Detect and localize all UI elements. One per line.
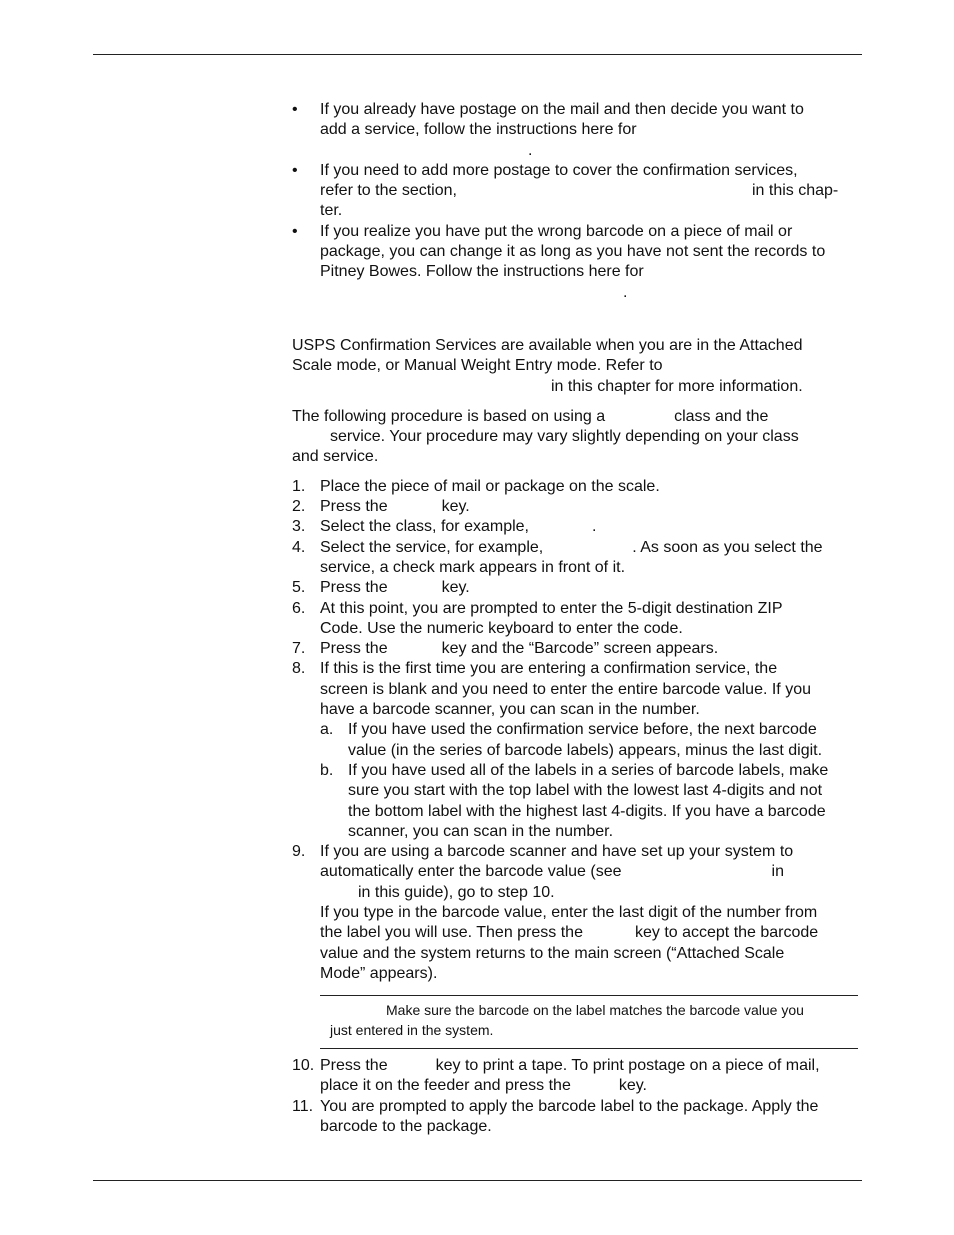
step-number: a. xyxy=(320,721,334,739)
paragraph-text: and service. xyxy=(292,448,379,466)
bullet-text: refer to the section, xyxy=(320,182,457,200)
step-text: the label you will use. Then press the xyxy=(320,924,583,942)
step-text: Press the xyxy=(320,640,388,658)
step-number: 9. xyxy=(292,843,306,861)
step-text: Code. Use the numeric keyboard to enter the code. xyxy=(320,619,683,637)
step-text: automatically enter the barcode value (see xyxy=(320,863,622,881)
bullet-mark: • xyxy=(292,222,298,240)
step-text: Place the piece of mail or package on the scale. xyxy=(320,477,660,495)
step-number: 6. xyxy=(292,599,306,617)
step-3 xyxy=(292,517,858,537)
paragraph-text: service. Your procedure may vary slightly depending on your class xyxy=(330,428,799,446)
bullet-text: in this chap- xyxy=(751,182,839,200)
step-number: 2. xyxy=(292,498,306,516)
step-4 xyxy=(292,538,858,579)
step-number: 10. xyxy=(292,1057,315,1075)
bullet-text: If you already have postage on the mail and then decide you want to xyxy=(320,101,804,118)
step-8a xyxy=(320,720,858,761)
step-text: sure you start with the top label with the lowest last 4-digits and not xyxy=(348,782,823,800)
step-number: 7. xyxy=(292,640,306,658)
step-10 xyxy=(292,1056,858,1097)
footer-rule xyxy=(93,1180,862,1181)
bullet-text: ter. xyxy=(320,202,343,220)
bullet-text: package, you can change it as long as you have not sent the records to xyxy=(320,243,826,261)
step-text: barcode to the package. xyxy=(320,1118,492,1136)
step-text: scanner, you can scan in the number. xyxy=(348,822,614,840)
bullet-text: If you need to add more postage to cover the confirmation services, xyxy=(320,161,798,179)
bullet-mark: • xyxy=(292,101,298,118)
note-text: just entered in the system. xyxy=(330,1022,494,1039)
step-8 xyxy=(292,659,858,842)
bullet-text-line xyxy=(320,181,858,201)
bullet-mark: • xyxy=(292,161,298,179)
paragraph-text: Scale mode, or Manual Weight Entry mode. Refer to xyxy=(292,357,663,375)
intro-paragraph xyxy=(292,336,858,397)
step-text: Press the xyxy=(320,579,388,597)
bullet-text: Pitney Bowes. Follow the instructions here for xyxy=(320,263,644,281)
paragraph-text: The following procedure is based on using a xyxy=(292,407,606,425)
step-text: If you are using a barcode scanner and have set up your system to xyxy=(320,843,794,861)
step-text: in this guide), go to step 10. xyxy=(358,883,555,901)
step-number: 4. xyxy=(292,538,306,556)
step-number: b. xyxy=(320,761,334,779)
step-text: If this is the first time you are entering a confirmation service, the xyxy=(320,660,778,678)
step-text: key. xyxy=(441,498,470,516)
header-rule xyxy=(93,54,862,55)
step-6 xyxy=(292,599,858,640)
step-text: Select the class, for example, xyxy=(320,518,529,536)
note-box xyxy=(320,995,858,1049)
step-text: have a barcode scanner, you can scan in the number. xyxy=(320,701,700,719)
bullet-item xyxy=(292,161,858,222)
step-text: Press the xyxy=(320,498,388,516)
step-text: key. xyxy=(441,579,470,597)
step-text: . As soon as you select the xyxy=(632,538,823,556)
step-11 xyxy=(292,1097,858,1138)
paragraph-text: in this chapter for more information. xyxy=(551,377,803,395)
procedure-intro-paragraph xyxy=(292,407,858,468)
step-text: screen is blank and you need to enter the entire barcode value. If you xyxy=(320,680,811,698)
step-1 xyxy=(292,477,858,497)
step-text: in xyxy=(771,863,784,881)
step-number: 3. xyxy=(292,518,306,536)
bullet-text: . xyxy=(528,141,533,159)
step-text: the bottom label with the highest last 4-digits. If you have a barcode xyxy=(348,802,826,820)
bullet-text: If you realize you have put the wrong barcode on a piece of mail or xyxy=(320,222,793,240)
paragraph-text: class and the xyxy=(674,407,769,425)
step-text: You are prompted to apply the barcode label to the package. Apply the xyxy=(320,1097,819,1115)
step-number: 1. xyxy=(292,477,306,495)
step-text: If you type in the barcode value, enter the last digit of the number from xyxy=(320,903,818,921)
paragraph-text: USPS Confirmation Services are available when you are in the Attached xyxy=(292,336,803,354)
bullet-item xyxy=(292,222,858,303)
page-content xyxy=(292,100,858,1137)
step-text: key. xyxy=(618,1077,647,1095)
step-5 xyxy=(292,578,858,598)
note-text: Make sure the barcode on the label matches the barcode value you xyxy=(386,1002,804,1019)
step-text: Select the service, for example, xyxy=(320,538,544,556)
step-number: 5. xyxy=(292,579,306,597)
step-text: place it on the feeder and press the xyxy=(320,1077,571,1095)
step-text: value and the system returns to the main screen (“Attached Scale xyxy=(320,944,785,962)
step-number: 8. xyxy=(292,660,306,678)
paragraph-line xyxy=(292,407,858,427)
step-7 xyxy=(292,639,858,659)
step-number: 11. xyxy=(292,1097,314,1115)
step-text: . xyxy=(591,518,597,536)
step-text: service, a check mark appears in front of it. xyxy=(320,558,626,576)
bullet-item xyxy=(292,100,858,161)
step-text: value (in the series of barcode labels) appears, minus the last digit. xyxy=(348,741,823,759)
step-text: key to accept the barcode xyxy=(634,924,819,942)
bullet-text: . xyxy=(623,283,628,301)
bullet-text: add a service, follow the instructions here for xyxy=(320,121,637,139)
step-text: Mode” appears). xyxy=(320,964,438,982)
step-text: key and the “Barcode” screen appears. xyxy=(441,640,719,658)
step-text: At this point, you are prompted to enter the 5-digit destination ZIP xyxy=(320,599,783,617)
step-8b xyxy=(320,761,858,842)
step-9 xyxy=(292,842,858,984)
step-text: key to print a tape. To print postage on a piece of mail, xyxy=(435,1057,820,1075)
step-text: If you have used the confirmation service before, the next barcode xyxy=(348,721,817,739)
step-text: If you have used all of the labels in a series of barcode labels, make xyxy=(348,761,829,779)
step-text: Press the xyxy=(320,1057,388,1075)
step-2 xyxy=(292,497,858,517)
